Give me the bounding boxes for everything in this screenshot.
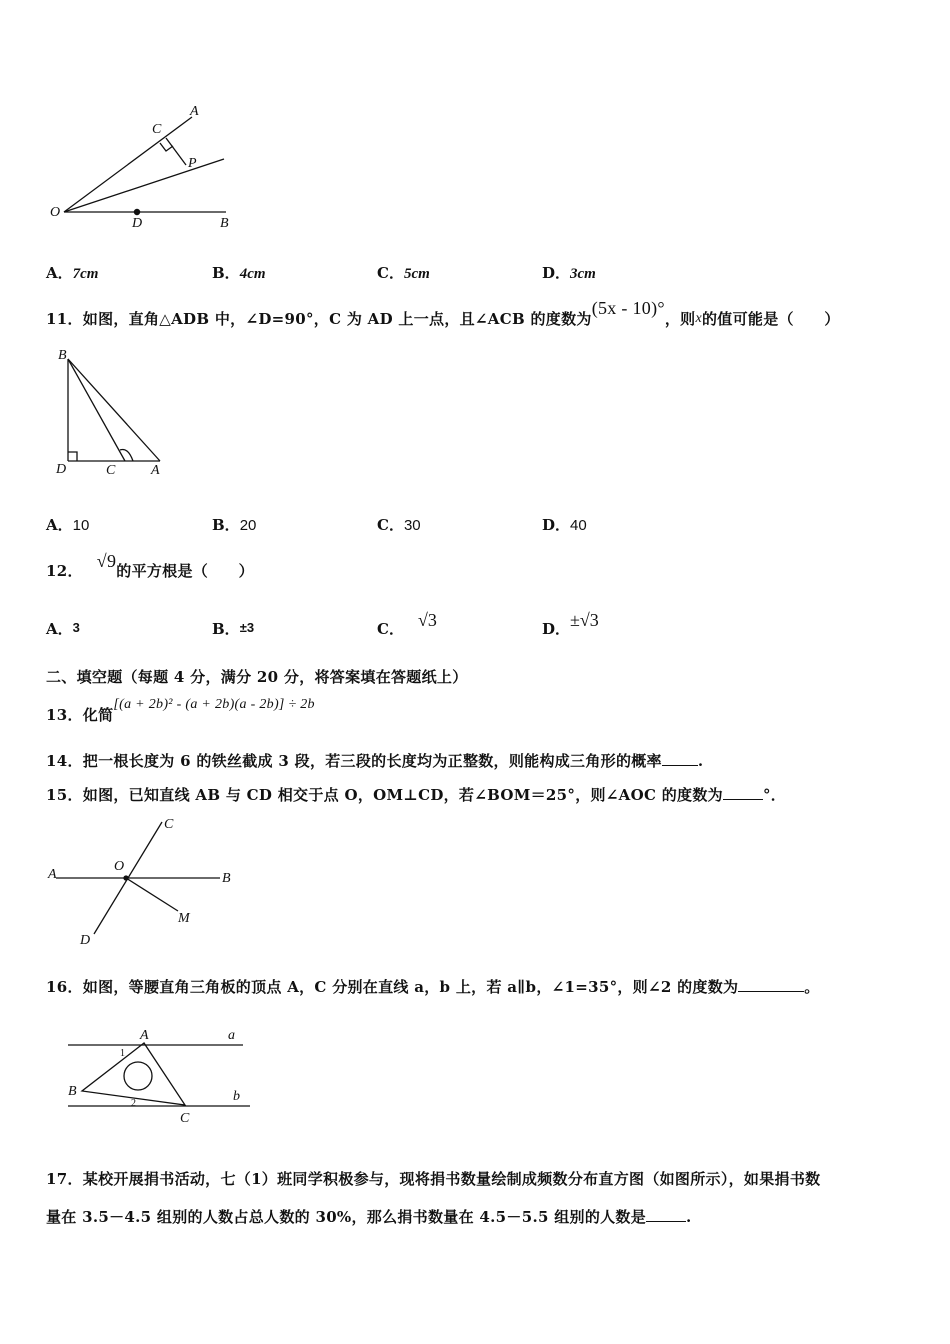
- q10-option-c: C．5cm: [377, 264, 430, 282]
- label-b: B: [68, 1084, 77, 1099]
- answer-blank[interactable]: [723, 785, 763, 800]
- point-o: [124, 876, 128, 880]
- segment-bc: [68, 359, 125, 461]
- q12-option-d: D．±√3: [542, 610, 599, 638]
- ray-op: [64, 159, 224, 212]
- q12-radical: √9: [96, 551, 117, 571]
- label-angle-1: 1: [120, 1048, 125, 1059]
- label-a: A: [151, 463, 160, 478]
- q12-option-c: C． √3: [377, 610, 437, 638]
- ray-oa: [64, 117, 192, 212]
- q15-stem: 15．如图，已知直线 AB 与 CD 相交于点 O，OM⊥CD，若∠BOM＝25°，则∠AOC 的度数为 °．: [46, 786, 787, 804]
- q11-figure: [48, 345, 178, 480]
- q11-option-a: A．10: [46, 516, 90, 534]
- q11-stem: 11．如图，直角△ADB 中，∠D=90°，C 为 AD 上一点，且∠ACB 的度数为(5x - 10)°，则x的值可能是（ ）: [46, 298, 840, 328]
- label-m: M: [178, 911, 190, 926]
- label-a: A: [140, 1028, 149, 1043]
- label-a-line: a: [228, 1028, 235, 1043]
- label-angle-2: 2: [131, 1098, 136, 1109]
- label-d: D: [56, 462, 67, 477]
- q11-expression: (5x - 10)°: [591, 298, 665, 318]
- q10-option-d: D．3cm: [542, 264, 596, 282]
- q10-option-a: A．7cm: [46, 264, 99, 282]
- section-heading: 二、填空题（每题 4 分，满分 20 分，将答案填在答题纸上）: [46, 668, 468, 686]
- q14-stem: 14．把一根长度为 6 的铁丝截成 3 段，若三段的长度均为正整数，则能构成三角形的概率 .: [46, 752, 704, 770]
- ray-om: [126, 878, 178, 911]
- label-c: C: [164, 817, 174, 832]
- label-c: C: [180, 1111, 190, 1126]
- side-ba: [68, 359, 160, 461]
- q11-option-d: D．40: [542, 516, 587, 534]
- q11-option-c: C．30: [377, 516, 421, 534]
- label-a: A: [48, 867, 57, 882]
- label-c: C: [106, 463, 116, 478]
- q16-stem: 16．如图，等腰直角三角板的顶点 A，C 分别在直线 a，b 上，若 a∥b，∠1=35°，则∠2 的度数为 。: [46, 978, 820, 996]
- q17-line2: 量在 3.5－4.5 组别的人数占总人数的 30%，那么捐书数量在 4.5－5.5 组别的人数是 .: [46, 1208, 692, 1226]
- q10-option-b: B．4cm: [212, 264, 266, 282]
- q12-stem: 12． √9的平方根是（ ）: [46, 551, 254, 580]
- q13-expression: [(a + 2b)² - (a + 2b)(a - 2b)] ÷ 2b: [113, 697, 315, 712]
- label-o: O: [114, 859, 125, 874]
- label-b: B: [58, 348, 67, 363]
- answer-blank[interactable]: [646, 1207, 686, 1222]
- right-angle-mark: [68, 452, 77, 461]
- label-d: D: [132, 216, 143, 231]
- triangle-abc: [82, 1043, 185, 1105]
- label-o: O: [50, 205, 61, 220]
- label-b: B: [222, 871, 231, 886]
- segment-cp: [166, 138, 186, 165]
- label-b-line: b: [233, 1089, 240, 1104]
- label-b: B: [220, 216, 229, 231]
- label-a: A: [190, 104, 199, 119]
- label-d: D: [80, 933, 91, 948]
- q10-figure: [40, 95, 250, 240]
- q11-option-b: B．20: [212, 516, 257, 534]
- q16-figure: [58, 1024, 258, 1129]
- q15-figure: [44, 812, 244, 952]
- label-p: P: [188, 156, 197, 171]
- answer-blank[interactable]: [738, 977, 804, 992]
- answer-blank[interactable]: [662, 751, 698, 766]
- q12-option-b: B．±3: [212, 620, 255, 638]
- point-d: [134, 209, 139, 214]
- triangle-hole: [124, 1062, 152, 1090]
- q13-stem: 13．化简[(a + 2b)² - (a + 2b)(a - 2b)] ÷ 2b: [46, 697, 315, 724]
- label-c: C: [152, 122, 162, 137]
- q17-line1: 17．某校开展捐书活动，七（1）班同学积极参与，现将捐书数量绘制成频数分布直方图（如图所示），如果捐书数: [46, 1170, 821, 1188]
- q12-option-a: A．3: [46, 620, 80, 638]
